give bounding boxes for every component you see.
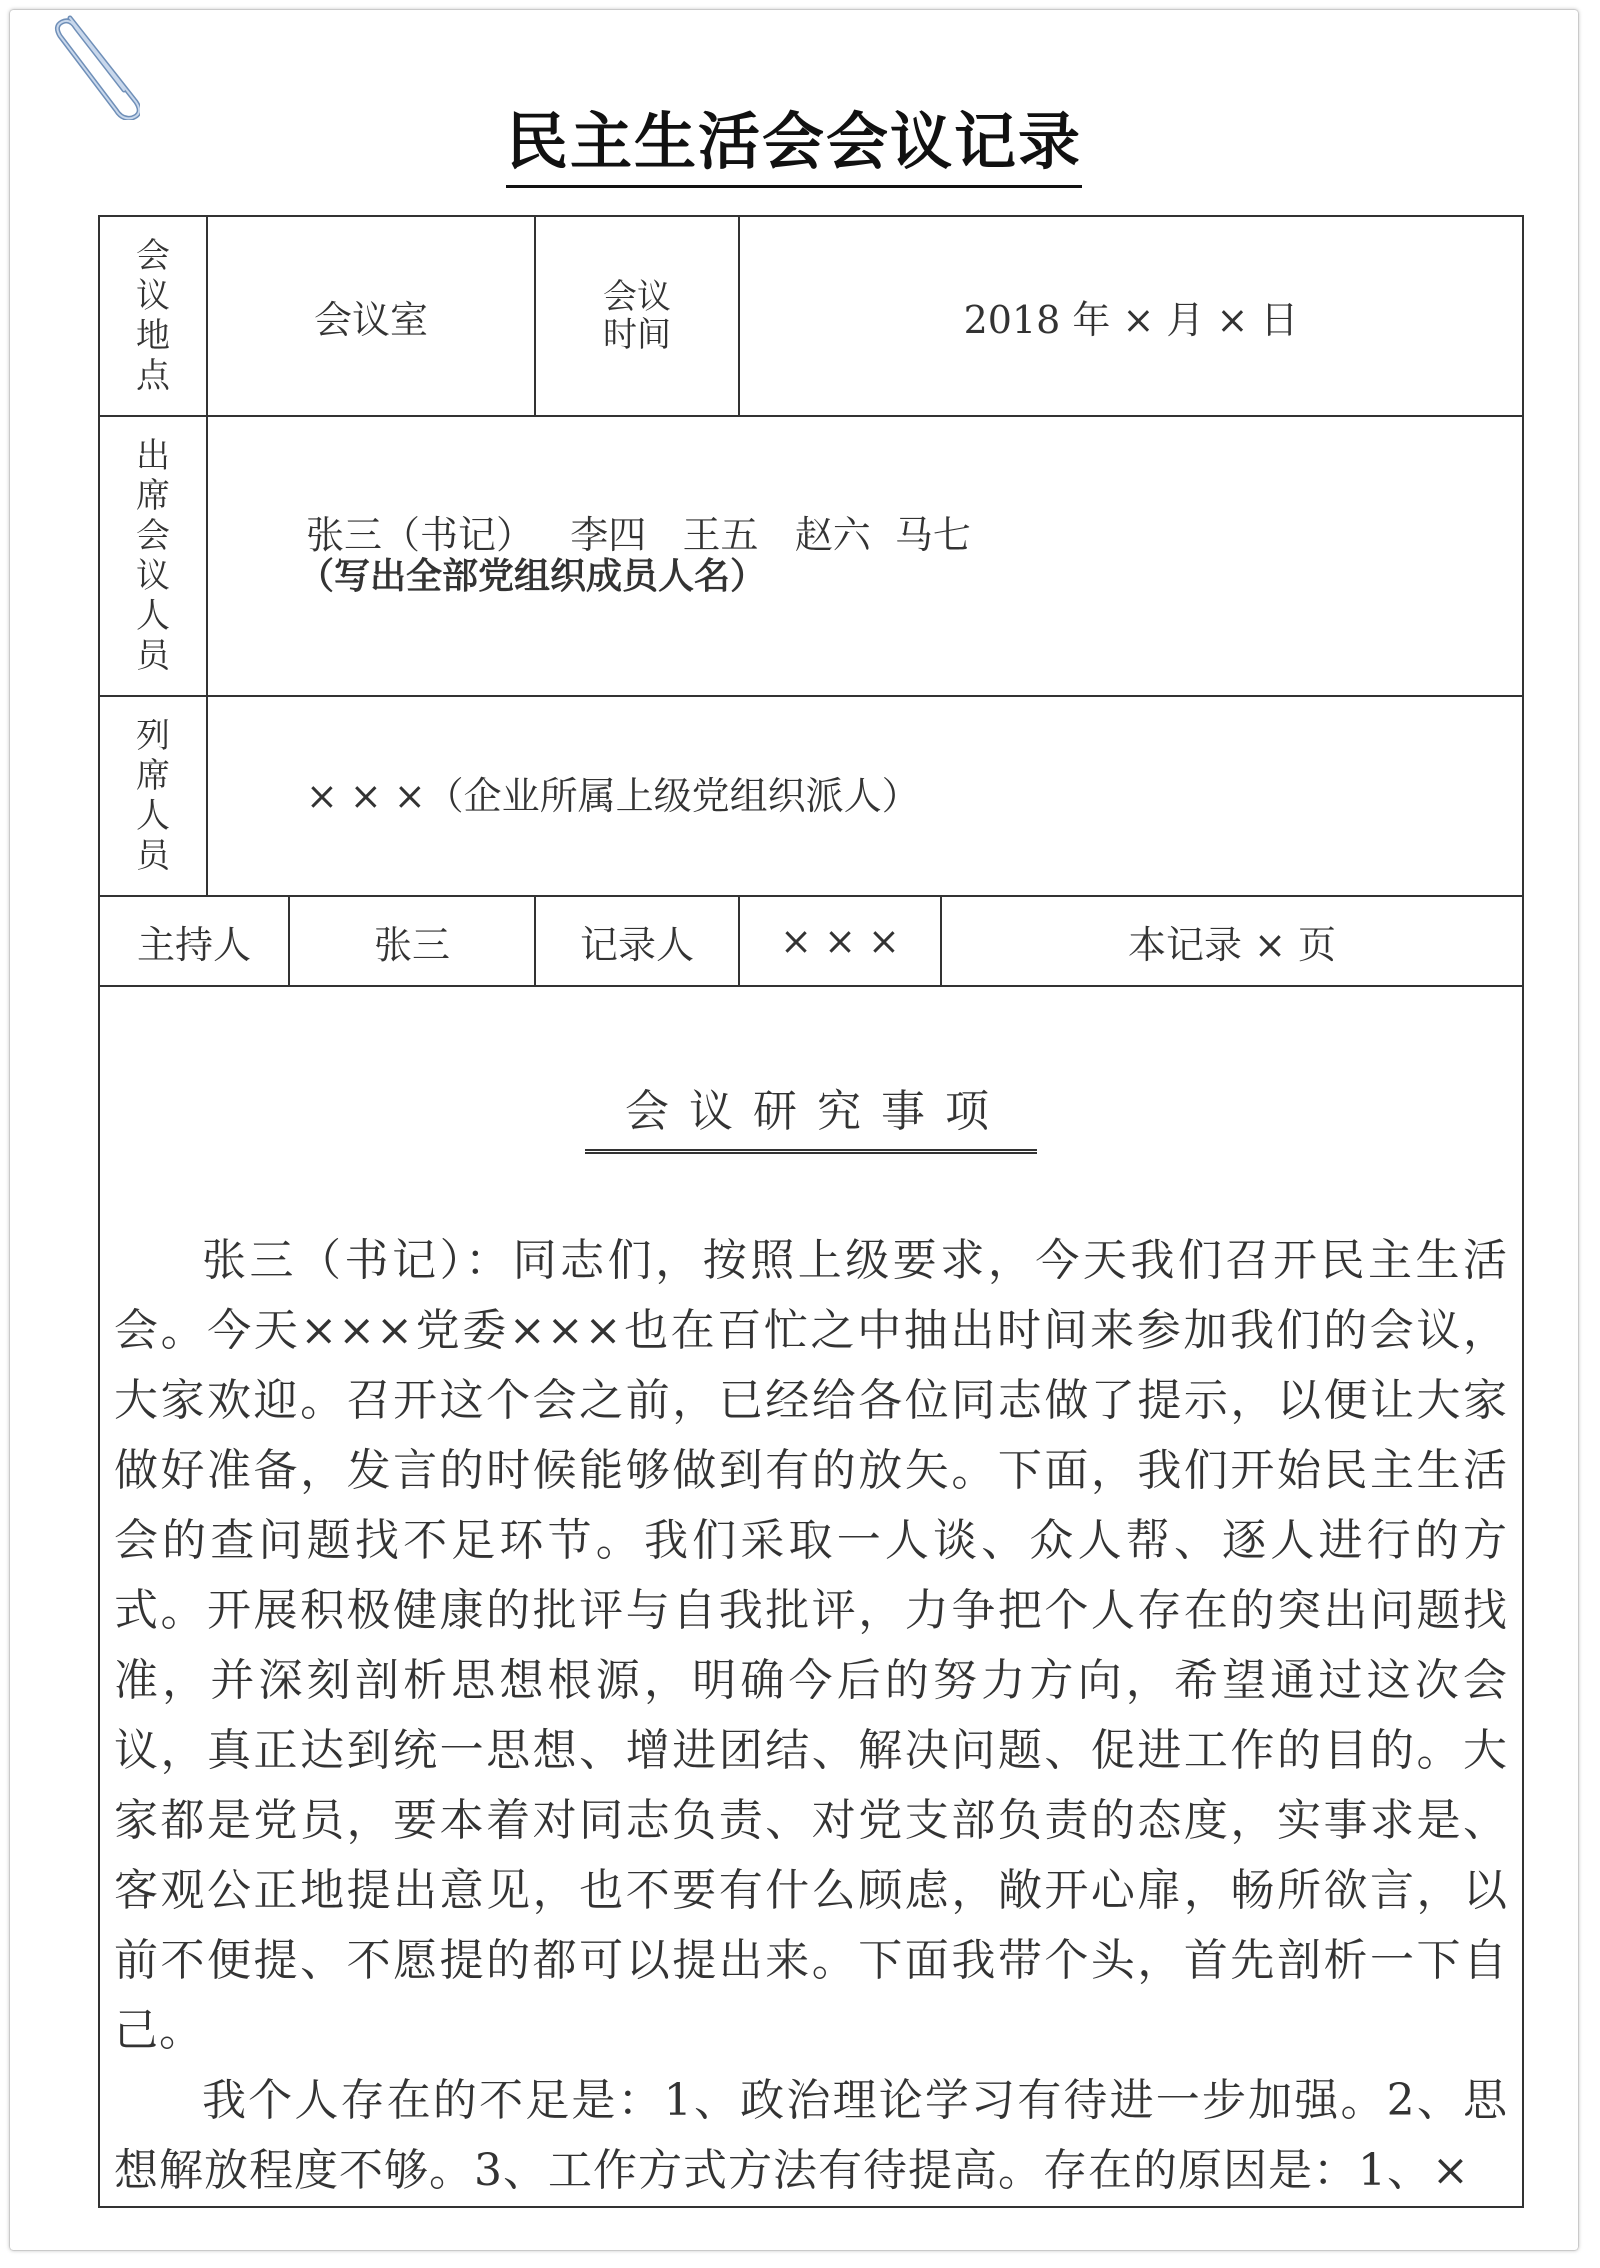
paragraph: 我个人存在的不足是：1、政治理论学习有待进一步加强。2、思想解放程度不够。3、工作方式方法有待提高。存在的原因是：1、× bbox=[114, 2075, 1509, 2196]
observers-label: 列 席 人 员 bbox=[99, 696, 207, 896]
row-attendees bbox=[99, 416, 1523, 696]
location-label: 会 议 地 点 bbox=[99, 216, 207, 416]
observers-value: × × ×（企业所属上级党组织派人） bbox=[207, 696, 1523, 896]
attendees-value bbox=[207, 416, 1523, 696]
paragraph: 张三（书记）：同志们，按照上级要求，今天我们召开民主生活会。今天×××党委×××也在百忙之中抽出时间来参加我们的会议，大家欢迎。召开这个会之前，已经给各位同志做了提示，以便让大家做好准备，发言的时候能够做到有的放矢。下面，我们开始民主生活会的查问题找不足环节。我们采取一人谈、众人帮、逐人进行的方式。开展积极健康的批评与自我批评，力争把个人存在的突出问题找准，并深刻剖析思想根源，明确今后的努力方向，希望通过这次会议，真正达到统一思想、增进团结、解决问题、促进工作的目的。大家都是党员，要本着对同志负责、对党支部负责的态度，实事求是、客观公正地提出意见，也不要有什么顾虑，敞开心扉，畅所欲言，以前不便提、不愿提的都可以提出来。下面我带个头，首先剖析一下自己。 bbox=[114, 1235, 1509, 2056]
recorder-label: 记录人 bbox=[535, 896, 739, 986]
recorder-value: × × × bbox=[739, 896, 941, 986]
page-count: 本记录 × 页 bbox=[941, 896, 1523, 986]
section-title: 会议研究事项 bbox=[100, 1075, 1522, 1154]
row-location-time bbox=[99, 216, 1523, 416]
document-title: 民主生活会会议记录 bbox=[10, 92, 1578, 188]
meeting-content bbox=[99, 986, 1523, 2207]
row-content bbox=[99, 986, 1523, 2207]
attendees-label: 出 席 会 议 人 员 bbox=[99, 416, 207, 696]
attendees-names: 张三（书记） 李四 王五 赵六 马七 bbox=[306, 513, 971, 557]
document-page bbox=[10, 10, 1578, 2250]
row-observers bbox=[99, 696, 1523, 896]
host-value: 张三 bbox=[289, 896, 535, 986]
location-value: 会议室 bbox=[207, 216, 535, 416]
time-label: 会议 时间 bbox=[535, 216, 739, 416]
time-value: 2018 年 × 月 × 日 bbox=[739, 216, 1523, 416]
meeting-record-table bbox=[98, 215, 1524, 2208]
row-host-recorder bbox=[99, 896, 1523, 986]
host-label: 主持人 bbox=[99, 896, 289, 986]
attendees-note: （写出全部党组织成员人名） bbox=[298, 556, 767, 597]
